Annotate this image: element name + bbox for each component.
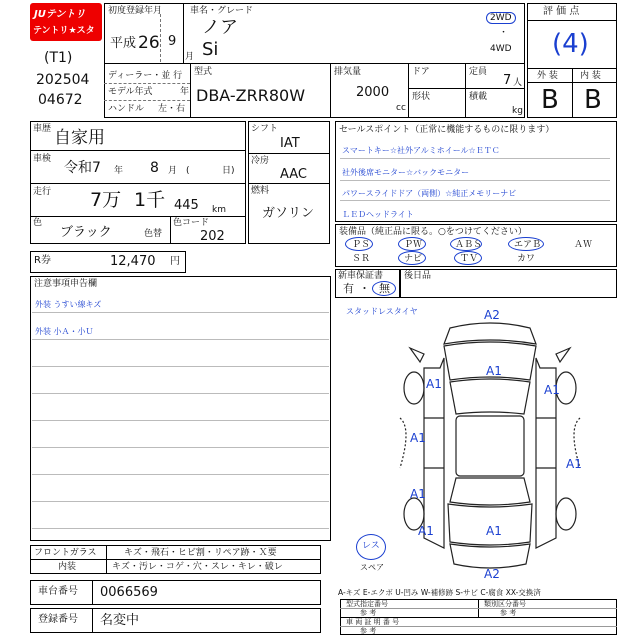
equip-ps: ＰＳ [352,240,371,250]
model-year-unit: 年 [180,87,190,97]
ac-value: AAC [280,167,307,182]
recycle-value: 12,470 [110,254,156,269]
regnum-value: 名変中 [100,613,140,628]
chassis-value: 0066569 [100,585,158,600]
equip-tv-circle [454,251,482,265]
regnum-label: 登録番号 [38,614,78,625]
inspection-paren: ( [186,166,190,176]
recycle-label: R券 [34,255,51,266]
mileage-label: 走行 [33,187,52,197]
name-label: 車名・グレード [190,6,254,16]
ext-grade: B [541,85,559,115]
later-box [400,269,617,298]
model-label: 型式 [194,67,213,77]
drive-4wd: 4WD [490,44,512,54]
inspection-month: 8 [150,160,159,176]
damage-mark: A1 [566,457,582,471]
ext-label: 外 装 [537,71,558,81]
warranty-label: 新車保証書 [338,271,384,281]
footer-ref1: 参 考 [360,609,377,617]
damage-mark: A1 [544,383,560,397]
warranty-no: 無 [379,282,390,295]
equip-tv: ＴＶ [460,254,479,264]
sales-line: 社外後席モニター☆バックモニター [342,168,470,177]
dealer-label: ディーラー・並 行 [108,71,183,81]
capacity-label: 定員 [469,67,488,77]
inspection-month-unit: 月 [168,166,178,176]
lot-date: 202504 [36,72,90,88]
model-code: DBA-ZRR80W [196,86,306,105]
equip-ps-circle [345,237,373,251]
reg-year: 26 [138,33,160,53]
capacity-value: 7 [503,73,512,88]
int-label: 内 装 [580,71,601,81]
warranty-yes: 有 [343,282,354,295]
equip-pw: ＰＷ [404,240,423,250]
damage-mark: A2 [484,308,500,322]
car-diagram [380,318,600,580]
spare-circle-label: レス [362,541,380,551]
footer-ref2: 参 考 [500,609,517,617]
damage-legend: A-キズ E-エクボ U-凹み W-補修跡 S-サビ C-腐食 XX-交換済 [338,588,541,597]
damage-mark: A1 [486,524,502,538]
auction-logo [30,3,102,49]
model-year-label: モデル年式 [108,87,153,97]
color-change-label: 色替 [144,229,163,239]
usage-value: 自家用 [54,128,105,148]
car-name: ノア [202,17,238,38]
damage-mark: A1 [410,487,426,501]
fuel-label: 燃料 [251,186,270,196]
front-glass-label: フロントガラス [34,548,97,558]
disp-value: 2000 [356,85,390,100]
inspection-year-unit: 年 [114,166,124,176]
int-grade: B [584,85,602,115]
equip-abs: ＡＢＳ [455,240,483,250]
color-code-label: 色コード [173,218,210,228]
sales-line: ＬＥＤヘッドライト [342,210,414,219]
reg-label: 初度登録年月 [108,6,163,16]
fuel-value: ガソリン [262,206,315,221]
mileage-unit: km [212,205,226,215]
lot-number: 04672 [38,92,83,108]
reg-month: 9 [168,34,177,49]
door-label: ドア [412,67,430,77]
equipment-label: 装備品（純正品に限る。○をつけてください） [339,227,527,237]
sales-line: スマートキー☆社外アルミホイール☆ＥＴＣ [342,146,500,155]
interior-value: キズ・汚レ・コゲ・穴・スレ・キレ・破レ [112,562,283,572]
later-label: 後日品 [404,271,432,281]
equip-airbag: エアＢ [514,240,542,250]
load-label: 積載 [469,92,488,102]
inspection-era: 令和7 [64,160,101,176]
handle-label: ハンドル [108,104,145,114]
capacity-unit: 人 [513,78,523,88]
damage-mark: A2 [484,567,500,581]
lot-tag: (T1) [44,50,73,66]
score-value: (4) [552,29,589,59]
usage-label: 車歴 [33,124,52,134]
shift-label: シフト [251,124,279,134]
equip-navi-circle [398,251,426,265]
note-line: 外装 小Ａ・小Ｕ [35,327,94,336]
footer-ref3: 参 考 [360,627,377,635]
reg-month-unit: 月 [185,52,195,62]
interior-label: 内装 [58,562,77,572]
mileage-rest: 445 [174,198,199,213]
color-label: 色 [33,218,43,228]
equip-airbag-circle [508,237,544,251]
damage-mark: A1 [410,431,426,445]
equip-aw: ＡＷ [574,240,593,250]
inspection-day-unit: 日) [222,166,235,176]
sales-label: セールスポイント（正常に機能するものに限ります） [339,125,555,135]
drive-dot: ・ [499,28,509,38]
shift-value: IAT [280,136,300,151]
color-value: ブラック [60,225,112,240]
front-glass-value: キズ・飛石・ヒビ割・リペア跡・Ｘ要 [124,548,277,558]
footer-vehicle-cert: 車 両 証 明 番 号 [346,618,400,626]
logo-line2: テントリ★スター [33,26,95,49]
inspection-label: 車検 [33,154,52,164]
drive-2wd: 2WD [486,12,516,24]
equip-leather: カワ [517,254,536,264]
warranty-no-circle [372,281,396,296]
handle-value: 左・右 [158,104,186,114]
disp-label: 排気量 [334,67,362,77]
car-grade: Si [202,39,219,60]
warranty-dot: ・ [359,282,370,295]
logo-line1: JUテントリ [34,9,86,20]
reg-era: 平成 [110,36,137,51]
damage-mark: A1 [418,524,434,538]
damage-mark: A1 [486,364,502,378]
load-unit: kg [512,106,523,116]
mileage-sen: 1千 [134,189,166,211]
diagram-note: スタッドレスタイヤ [346,307,418,316]
notes-label: 注意事項申告欄 [34,279,98,289]
recycle-unit: 円 [170,256,180,267]
mileage-man: 7万 [90,189,122,211]
footer-type-number: 型式指定番号 [346,600,388,608]
shape-label: 形状 [412,92,431,102]
sales-line: パワースライドドア（両側）☆純正メモリーナビ [342,189,517,198]
chassis-label: 車台番号 [38,586,78,597]
footer-class-number: 類別区分番号 [484,600,526,608]
note-line: 外装 うすい線キズ [35,300,102,309]
equip-navi: ナビ [404,254,423,264]
equip-pw-circle [398,237,426,251]
recycle-box [30,251,186,273]
equip-sr: ＳＲ [352,254,371,264]
color-code: 202 [200,229,225,244]
equip-abs-circle [450,237,482,251]
ac-label: 冷房 [251,156,270,166]
spare-label: スペア [360,563,384,572]
damage-mark: A1 [426,377,442,391]
disp-unit: cc [396,103,406,113]
score-label: 評 価 点 [543,6,580,17]
